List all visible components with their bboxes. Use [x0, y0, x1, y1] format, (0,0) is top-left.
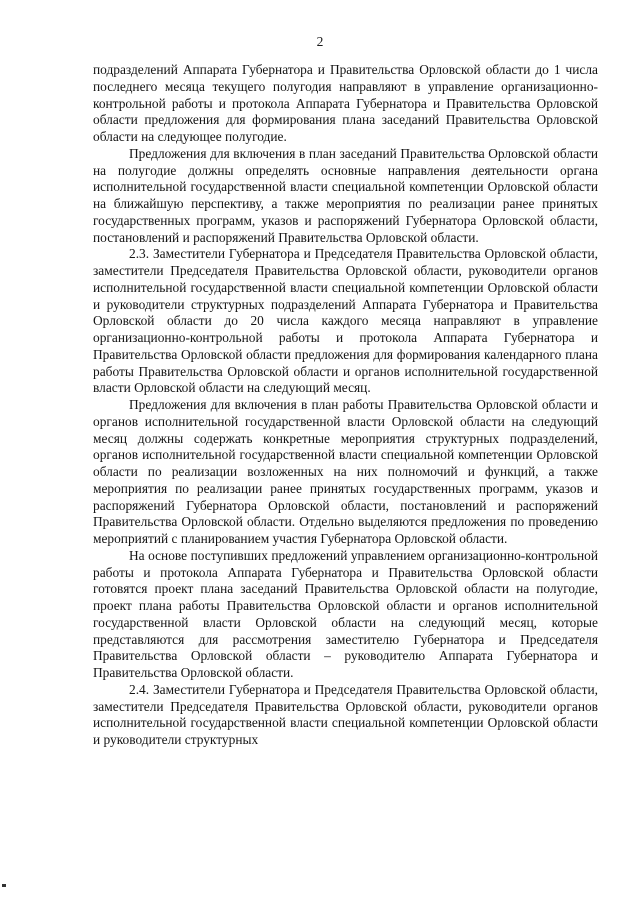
document-body: [93, 62, 598, 749]
paragraph-draft-plans: На основе поступивших предложений управлением организационно-контрольной работы и протокола Аппарата Губернатора и Правительства Орловской области готовятся проект плана заседаний Правительства Орловской области на полугодие, проект плана работы Правительства Орловской области и органов исполнительной государственной власти Орловской области на следующий месяц, которые представляются для рассмотрения заместителю Губернатора и Председателя Правительства Орловской области – руководителю Аппарата Губернатора и Правительства Орловской области.: [93, 547, 598, 680]
paragraph-proposals-half-year: Предложения для включения в план заседаний Правительства Орловской области на полугодие должны определять основные направления деятельности органа исполнительной государственной власти специальной компетенции Орловской области на ближайшую перспективу, а также мероприятия по реализации ранее принятых государственных программ, указов и распоряжений Губернатора Орловской области, постановлений и распоряжений Правительства Орловской области.: [93, 145, 598, 245]
page-number: 2: [316, 34, 324, 49]
paragraph-proposals-monthly: Предложения для включения в план работы Правительства Орловской области и органов исполнительной государственной власти Орловской области на следующий месяц должны содержать конкретные мероприятия структурных подразделений, органов исполнительной государственной власти специальной компетенции Орловской области по реализации возложенных на них полномочий и функций, а также мероприятия по реализации ранее принятых государственных программ, указов и распоряжений Губернатора Орловской области, постановлений и распоряжений Правительства Орловской области. Отдельно выделяются предложения по проведению мероприятий с планированием участия Губернатора Орловской области.: [93, 397, 598, 546]
paragraph-continuation: подразделений Аппарата Губернатора и Правительства Орловской области до 1 числа последнего месяца текущего полугодия направляют в управление организационно-контрольной работы и протокола Аппарата Губернатора и Правительства Орловской области предложения для формирования плана заседаний Правительства Орловской области на следующее полугодие.: [93, 62, 598, 144]
paragraph-clause-2-3: 2.3. Заместители Губернатора и Председателя Правительства Орловской области, заместители Председателя Правительства Орловской области, руководители органов исполнительной государственной власти специальной компетенции Орловской области и руководители структурных подразделений Аппарата Губернатора и Правительства Орловской области до 20 числа каждого месяца направляют в управление организационно-контрольной работы и протокола Аппарата Губернатора и Правительства Орловской области предложения для формирования календарного плана работы Правительства Орловской области и органов исполнительной государственной власти Орловской области на следующий месяц.: [93, 246, 598, 396]
scan-artifact-mark: [2, 884, 6, 887]
paragraph-clause-2-4: 2.4. Заместители Губернатора и Председателя Правительства Орловской области, заместители Председателя Правительства Орловской области, руководители органов исполнительной государственной власти специальной компетенции Орловской области и руководители структурных: [93, 681, 598, 747]
